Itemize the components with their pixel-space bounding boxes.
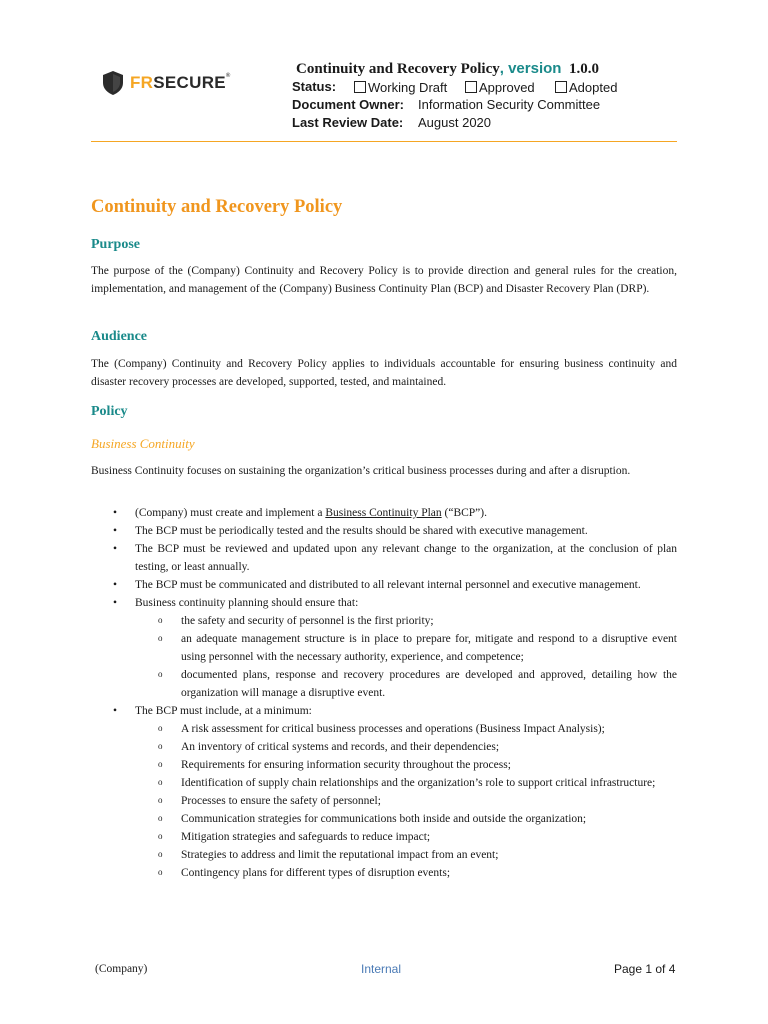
list-item: • (Company) must create and implement a Business Continuity Plan (“BCP”). xyxy=(91,504,677,522)
checkbox-icon[interactable] xyxy=(465,81,477,93)
document-owner-label: Document Owner: xyxy=(292,97,404,112)
sub-list-item: o Identification of supply chain relationships and the organization’s role to support critical infrastructure; xyxy=(91,774,677,792)
checkbox-icon[interactable] xyxy=(555,81,567,93)
list-item: • The BCP must be periodically tested and the results should be shared with executive management. xyxy=(91,522,677,540)
business-continuity-intro: Business Continuity focuses on sustaining the organization’s critical business processes during and after a disruption. xyxy=(91,465,631,477)
sub-list-item: o the safety and security of personnel is the first priority; xyxy=(91,612,677,630)
audience-heading: Audience xyxy=(91,329,147,344)
policy-heading: Policy xyxy=(91,404,128,419)
list-item: • The BCP must include, at a minimum: xyxy=(91,702,677,720)
sub-list-item: o An inventory of critical systems and records, and their dependencies; xyxy=(91,738,677,756)
footer-classification: Internal xyxy=(361,962,402,976)
page-title: Continuity and Recovery Policy xyxy=(91,197,343,217)
frsecure-logo xyxy=(102,70,231,96)
sub-list-item: o documented plans, response and recovery procedures are developed and approved, detailing how the organization will manage a disruptive event. xyxy=(91,666,677,702)
status-option-adopted[interactable]: Adopted xyxy=(555,80,617,95)
list-item: • The BCP must be reviewed and updated upon any relevant change to the organization, at the conclusion of plan testing, or least annually. xyxy=(91,540,677,576)
shield-icon xyxy=(102,70,124,96)
checkbox-icon[interactable] xyxy=(354,81,366,93)
list-item: • Business continuity planning should ensure that: xyxy=(91,594,677,612)
purpose-heading: Purpose xyxy=(91,237,140,252)
document-owner-value: Information Security Committee xyxy=(418,97,601,112)
sub-list-item: o Strategies to address and limit the reputational impact from an event; xyxy=(91,846,677,864)
document-title: Continuity and Recovery Policy, version 1.0.0 xyxy=(296,60,599,77)
status-option-approved[interactable]: Approved xyxy=(465,80,535,95)
sub-list-item: o an adequate management structure is in place to prepare for, mitigate and respond to a disruptive event using personnel with the necessary authority, experience, and competence; xyxy=(91,630,677,666)
logo-wordmark: FRSECURE® xyxy=(130,73,231,92)
sub-list-item: o Mitigation strategies and safeguards to reduce impact; xyxy=(91,828,677,846)
status-label: Status: xyxy=(292,79,337,94)
bcp-link[interactable]: Business Continuity Plan xyxy=(325,507,442,519)
sub-list-item: o A risk assessment for critical business processes and operations (Business Impact Analysis); xyxy=(91,720,677,738)
footer-company: (Company) xyxy=(95,963,148,975)
status-option-working-draft[interactable]: Working Draft xyxy=(354,80,447,95)
sub-list-item: o Processes to ensure the safety of personnel; xyxy=(91,792,677,810)
policy-list xyxy=(91,504,677,882)
sub-list-item: o Contingency plans for different types of disruption events; xyxy=(91,864,677,882)
purpose-paragraph: The purpose of the (Company) Continuity and Recovery Policy is to provide direction and general rules for the creation, implementation, and management of the (Company) Business Continuity Plan (BCP) and Disaster Recovery Plan (DRP). xyxy=(91,265,677,295)
list-item: • The BCP must be communicated and distributed to all relevant internal personnel and executive management. xyxy=(91,576,677,594)
sub-list-item: o Requirements for ensuring information security throughout the process; xyxy=(91,756,677,774)
last-review-label: Last Review Date: xyxy=(292,115,404,130)
business-continuity-heading: Business Continuity xyxy=(91,436,195,451)
header-divider xyxy=(91,141,677,142)
last-review-value: August 2020 xyxy=(418,115,492,130)
audience-paragraph: The (Company) Continuity and Recovery Policy applies to individuals accountable for ensuring business continuity and disaster recovery processes are developed, supported, tested, and maintained. xyxy=(91,358,677,388)
footer-page-number: Page 1 of 4 xyxy=(614,962,676,976)
sub-list-item: o Communication strategies for communications both inside and outside the organization; xyxy=(91,810,677,828)
